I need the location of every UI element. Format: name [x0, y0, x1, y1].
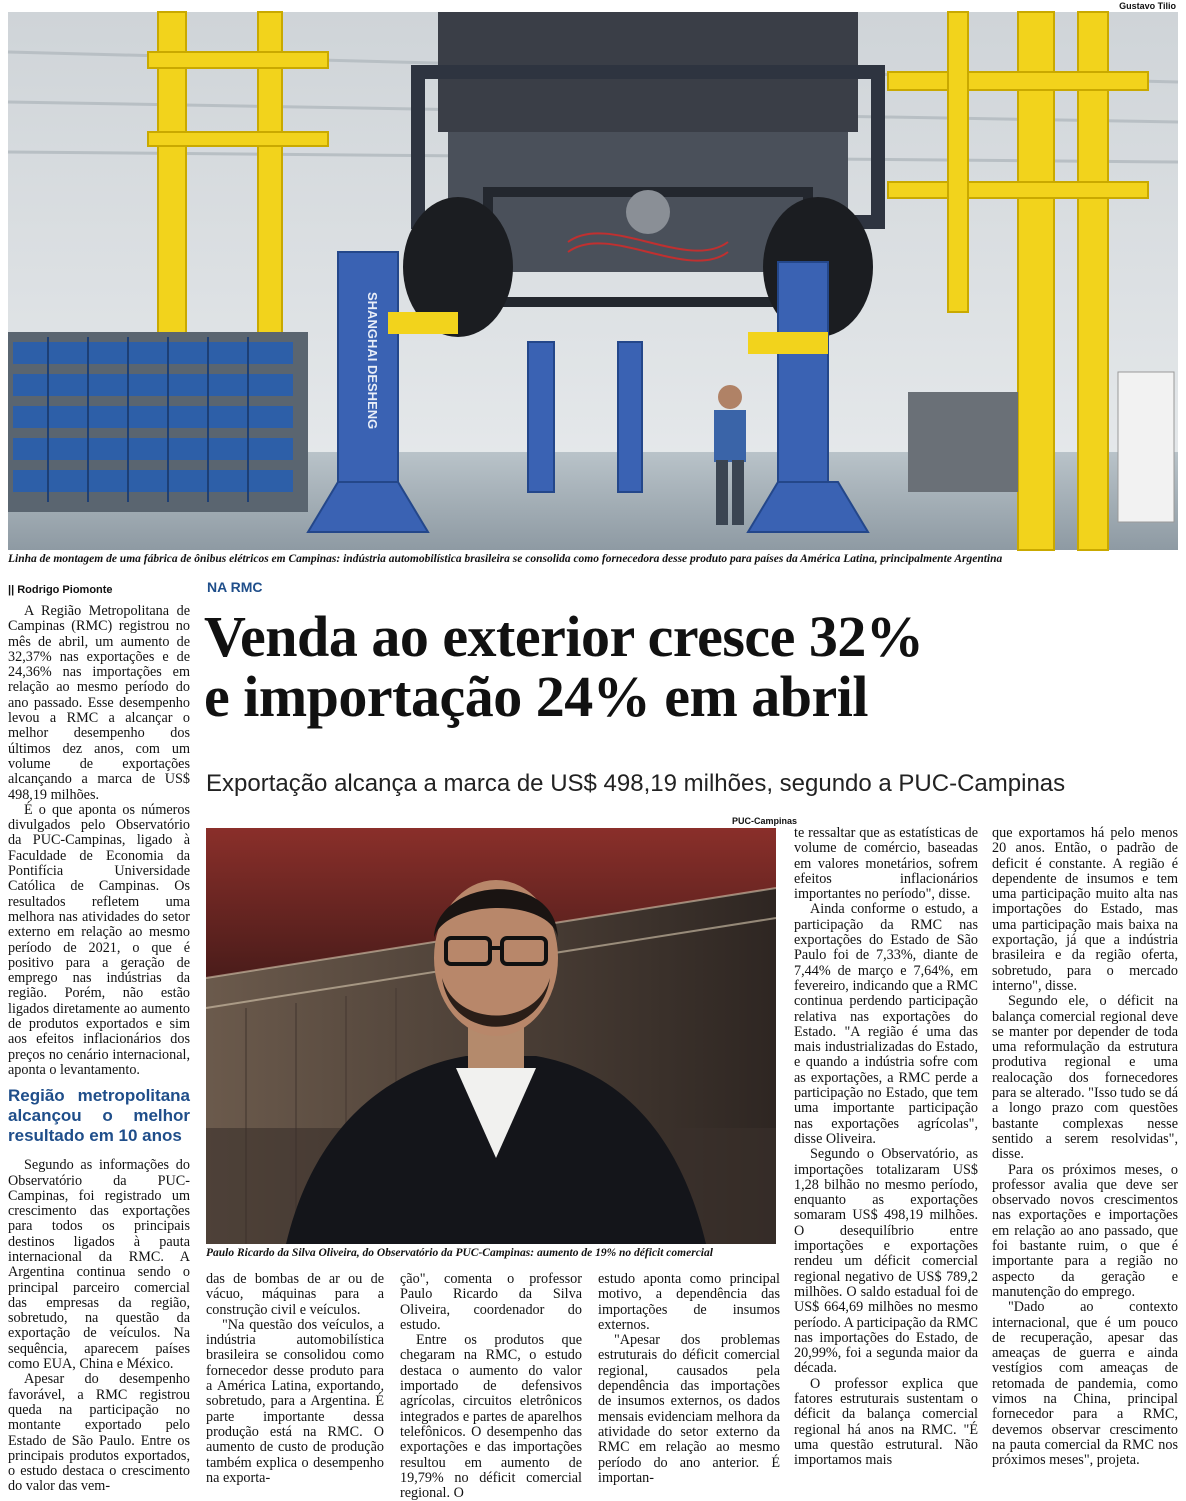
portrait-photo	[206, 828, 776, 1244]
kicker: NA RMC	[207, 579, 263, 595]
column-3	[400, 1271, 582, 1501]
paragraph: te ressaltar que as estatísticas de volume de comércio, baseadas em valores monetários, sofrem efeitos inflacionários importantes no período", disse.	[794, 825, 978, 903]
headline-line-2: e importação 24% em abril	[204, 664, 869, 729]
byline-name: Rodrigo Piomonte	[17, 584, 113, 596]
byline: || Rodrigo Piomonte	[8, 584, 113, 596]
subheadline: Exportação alcança a marca de US$ 498,19 milhões, segundo a PUC-Campinas	[206, 770, 1066, 797]
lift-text: SHANGHAI DESHENG	[365, 292, 380, 430]
column-4	[598, 1272, 780, 1484]
paragraph: Segundo as informações do Observatório da PUC-Campinas, foi registrado um crescimento das exportações para todos os principais destinos ligados à pauta internacional da RMC. A Argentina continua sendo o principal parceiro comercial das empresas da região, sobretudo, na questão da exportação de veículos. Na sequência, aparecem países como EUA, China e México.	[8, 1157, 190, 1373]
headline-line-1: Venda ao exterior cresce 32%	[204, 604, 924, 669]
photo-caption-top: Linha de montagem de uma fábrica de ônibus elétricos em Campinas: indústria automobilística brasileira se consolida como fornecedora desse produto para países da América Latina, principalmente Argentina	[8, 553, 1003, 565]
column-2	[206, 1272, 384, 1484]
paragraph: É o que aponta os números divulgados pelo Observatório da PUC-Campinas, ligado à Faculdade de Economia da Pontifícia Universidade Católica de Campinas. Os resultados refletem uma melhora nas atividades do setor externo em relação ao mesmo período de 2021, o que é positivo para a geração de emprego nas indústrias da região. Porém, não estão ligados diretamente ao aumento de produtos exportados e sim aos efeitos inflacionários dos preços no cenário internacional, aponta o levantamento.	[8, 801, 190, 1078]
paragraph: das de bombas de ar ou de vácuo, máquinas para a construção civil e veículos.	[206, 1271, 384, 1318]
paragraph: A Região Metropolitana de Campinas (RMC) registrou no mês de abril, um aumento de 32,37% nas exportações e de 24,36% nas importações em relação ao mesmo período do ano passado. Esse desempenho levou a RMC a alcançar o melhor desempenho dos últimos dez anos, com um volume de exportações alcançando a marca de US$ 498,19 milhões.	[8, 603, 190, 803]
column-1	[8, 603, 190, 1495]
paragraph: Para os próximos meses, o professor avalia que deve ser observado novos crescimentos nas exportações e importações em relação ao ano passado, que foi bastante ruim, o que é importante para a região no aspecto da geração e manutenção do emprego.	[992, 1161, 1178, 1300]
paragraph: Ainda conforme o estudo, a participação da RMC nas exportações do Estado de São Paulo foi de 7,33%, diante de 7,44% de março e 7,64%, em fevereiro, indicando que a RMC continua perdendo participação relativa nas exportações do Estado. "A região é uma das mais industrializadas do Estado, e quando a indústria sofre com as exportações, a RMC perde a participação no Estado, que tem uma importante participação nas exportações agrícolas", disse Oliveira.	[794, 901, 978, 1147]
paragraph: "Dado ao contexto internacional, que é um pouco de recuperação, apesar das ameaças de guerra e ainda vestígios com ameaças de retomada de pandemia, como vimos na China, principal fornecedor para a RMC, devemos observar crescimento na pauta comercial da RMC nos próximos meses", projeta.	[992, 1299, 1178, 1469]
section-subhead: Região metropolitana alcançou o melhor resultado em 10 anos	[8, 1086, 190, 1146]
paragraph: Entre os produtos que chegaram na RMC, o estudo destaca o aumento do valor importado de defensivos agrícolas, circuitos eletrônicos integrados e partes de aparelhos telefônicos. O desempenho das exportações e das importações resultou em aumento de 19,79% no déficit comercial regional. O	[400, 1332, 582, 1501]
paragraph: O professor explica que fatores estruturais sustentam o déficit da balança comercial regional há anos na RMC. "É uma questão estrutural. Não importamos mais	[794, 1375, 978, 1469]
paragraph: estudo aponta como principal motivo, a dependência das importações de insumos externos.	[598, 1271, 780, 1333]
photo-credit-mid: PUC-Campinas	[732, 816, 798, 826]
photo-caption-mid: Paulo Ricardo da Silva Oliveira, do Observatório da PUC-Campinas: aumento de 19% no déficit comercial	[206, 1247, 713, 1259]
column-6	[992, 826, 1178, 1484]
paragraph: Segundo o Observatório, as importações totalizaram US$ 1,28 bilhão no mesmo período, enquanto as exportações somaram US$ 498,19 milhões. O desequilíbrio entre importações e exportações rendeu um déficit comercial regional negativo de US$ 789,2 milhões. O saldo estadual foi de US$ 664,69 milhões no mesmo período. A participação da RMC nas importações do Estado, de 20,99%, foi a segunda maior da década.	[794, 1146, 978, 1377]
paragraph: ção", comenta o professor Paulo Ricardo da Silva Oliveira, coordenador do estudo.	[400, 1271, 582, 1333]
factory-photo	[8, 12, 1178, 550]
paragraph: "Apesar dos problemas estruturais do déficit comercial regional, causados pela dependência das importações de insumos externos, os dados mensais evidenciam melhora da atividade do setor externo da RMC em relação ao mesmo período do ano anterior. É importan-	[598, 1332, 780, 1486]
column-5	[794, 826, 978, 1484]
paragraph: "Na questão dos veículos, a indústria automobilística brasileira se consolidou como fornecedor desse produto para a América Latina, exportando, sobretudo, para a Argentina. É parte importante dessa produção está na RMC. O aumento de custo de produção também explica o desempenho na exporta-	[206, 1316, 384, 1486]
headline	[204, 604, 1174, 729]
paragraph: Apesar do desempenho favorável, a RMC registrou queda na participação no montante exportado pelo Estado de São Paulo. Entre os principais produtos exportados, o estudo destaca o crescimento do valor das vem-	[8, 1371, 190, 1495]
paragraph: Segundo ele, o déficit na balança comercial regional deve se manter por depender de toda uma reformulação da estrutura produtiva regional e uma realocação dos fornecedores para se alterado. "Isso tudo se dá a longo prazo com questões bastante complexas nesse sentido a serem resolvidas", disse.	[992, 993, 1178, 1163]
photo-credit-top: Gustavo Tilio	[1119, 1, 1176, 11]
paragraph: que exportamos há pelo menos 20 anos. Então, o padrão de deficit é constante. A região é dependente de insumos e tem uma participação muito alta nas importações do Estado, mas uma participação mais baixa na exportação, já que a indústria brasileira e da região oferta, sobretudo, para o mercado interno", disse.	[992, 825, 1178, 994]
